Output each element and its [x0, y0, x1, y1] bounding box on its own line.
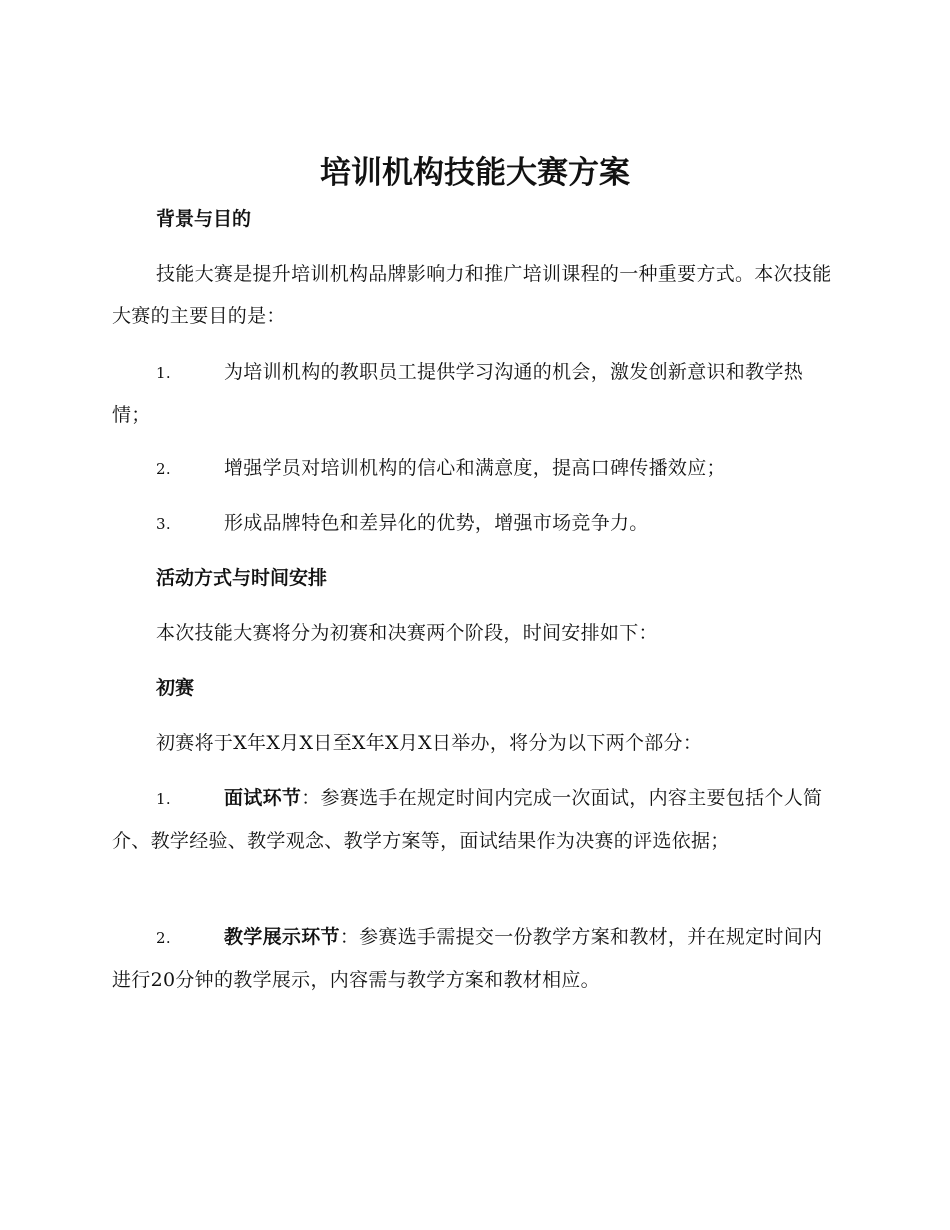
schedule-intro: 本次技能大赛将分为初赛和决赛两个阶段，时间安排如下：: [156, 622, 658, 644]
list-item-title: 面试环节: [224, 787, 302, 809]
list-number: 2.: [156, 460, 171, 478]
list-number: 2.: [156, 929, 171, 947]
list-text: 为培训机构的教职员工提供学习沟通的机会，激发创新意识和教学热情；: [112, 361, 804, 426]
list-text: 增强学员对培训机构的信心和满意度，提高口碑传播效应；: [224, 457, 726, 479]
list-number: 1.: [156, 790, 171, 808]
list-number: 3.: [156, 515, 171, 533]
list-number: 1.: [156, 364, 171, 382]
preliminary-list-item: [112, 916, 836, 1001]
preliminary-list-item: [112, 777, 836, 862]
document-title: 培训机构技能大赛方案: [320, 155, 630, 191]
list-text: 形成品牌特色和差异化的优势，增强市场竞争力。: [224, 512, 649, 534]
background-intro: 技能大赛是提升培训机构品牌影响力和推广培训课程的一种重要方式。本次技能大赛的主要目的是：: [112, 263, 832, 327]
list-text: ：参赛选手需提交一份教学方案和教材，并在规定时间内进行20分钟的教学展示，内容需与教学方案和教材相应。: [112, 926, 823, 991]
section-heading-schedule: 活动方式与时间安排: [156, 567, 328, 589]
list-item-title: 教学展示环节: [224, 926, 340, 948]
background-list-item: [112, 447, 836, 490]
list-text: ：参赛选手在规定时间内完成一次面试，内容主要包括个人简介、教学经验、教学观念、教学方案等，面试结果作为决赛的评选依据；: [112, 787, 823, 852]
preliminary-intro: 初赛将于X年X月X日至X年X月X日举办，将分为以下两个部分：: [156, 732, 703, 754]
section-heading-background: 背景与目的: [156, 208, 252, 230]
section-heading-preliminary: 初赛: [156, 677, 195, 699]
background-list-item: [112, 502, 836, 545]
background-list-item: [112, 351, 836, 436]
